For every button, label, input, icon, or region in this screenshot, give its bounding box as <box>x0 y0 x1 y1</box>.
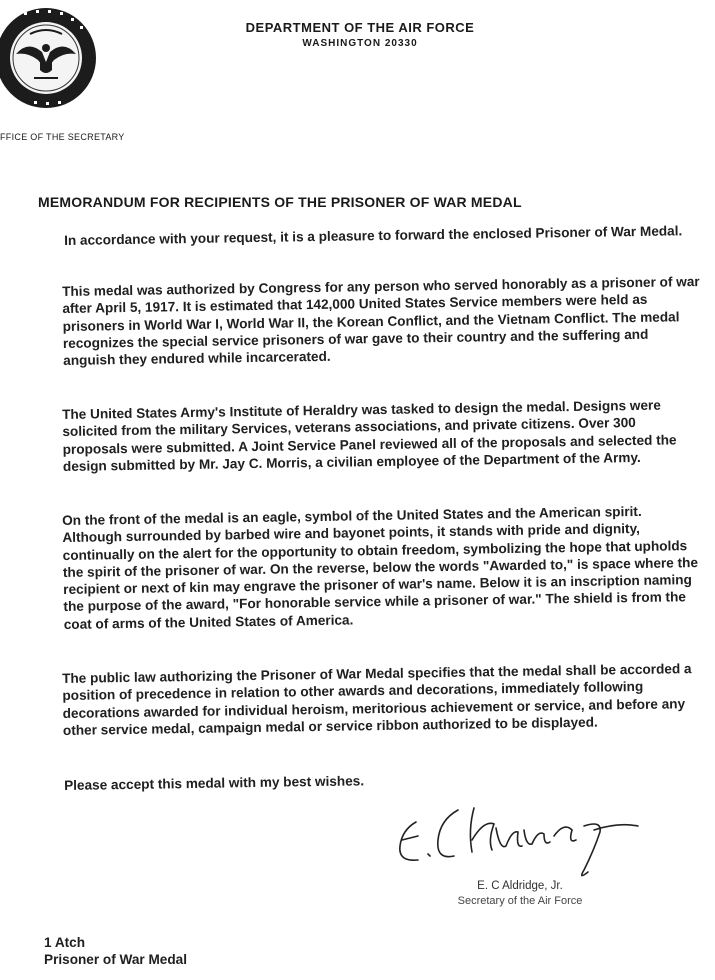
signer-name: E. C Aldridge, Jr. <box>477 880 563 892</box>
office-label: FFICE OF THE SECRETARY <box>0 132 125 142</box>
memo-paragraph: This medal was authorized by Congress for any person who served honorably as a prisoner of war after April 5, 1917. It is estimated that 142,000 United States Service members were held as prisoners in World War I, World War II, the Korean Conflict, and the Vietnam Conflict. The medal recognizes the special service prisoners of war gave to their country and the suffering and anguish they endured while incarcerated. <box>62 273 700 369</box>
department-location: WASHINGTON 20330 <box>302 38 418 49</box>
attachment-item: Prisoner of War Medal <box>44 952 188 967</box>
department-of-defense-seal-icon <box>0 6 98 110</box>
memo-paragraph: In accordance with your request, it is a pleasure to forward the enclosed Prisoner of War Medal. <box>64 223 683 248</box>
memo-paragraph: On the front of the medal is an eagle, symbol of the United States and the American spirit. Although surrounded by barbed wire and bayonet points, it stands with pride and dignity, continually on the alert for the opportunity to obtain freedom, symbolizing the hope that upholds the spirit of the prisoner of war. On the reverse, below the words "Awarded to," is space where the recipient or next of kin may engrave the prisoner of war's name. Below it is an inscription naming the purpose of the award, "For honorable service while a prisoner of war." The shield is from the coat of arms of the United States of America. <box>62 503 699 632</box>
memo-paragraph: The United States Army's Institute of Heraldry was tasked to design the medal. Designs were solicited from the military Services, veterans associations, and private citizens. Over 300 proposals were submitted. A Joint Service Panel reviewed all of the proposals and selected the design submitted by Mr. Jay C. Morris, a civilian employee of the Department of the Army. <box>62 397 677 474</box>
signer-title: Secretary of the Air Force <box>457 895 583 907</box>
memo-paragraph: Please accept this medal with my best wishes. <box>64 773 365 793</box>
memo-paragraph: The public law authorizing the Prisoner of War Medal specifies that the medal shall be accorded a position of precedence in relation to other awards and decorations, immediately following decorations awarded for individual heroism, meritorious achievement or service, and before any other service medal, campaign medal or service ribbon authorized to be displayed. <box>62 661 692 738</box>
department-name: DEPARTMENT OF THE AIR FORCE <box>245 20 475 35</box>
memo-title: MEMORANDUM FOR RECIPIENTS OF THE PRISONER OF WAR MEDAL <box>38 194 522 210</box>
attachment-count: 1 Atch <box>44 935 86 950</box>
handwritten-signature <box>388 800 658 880</box>
